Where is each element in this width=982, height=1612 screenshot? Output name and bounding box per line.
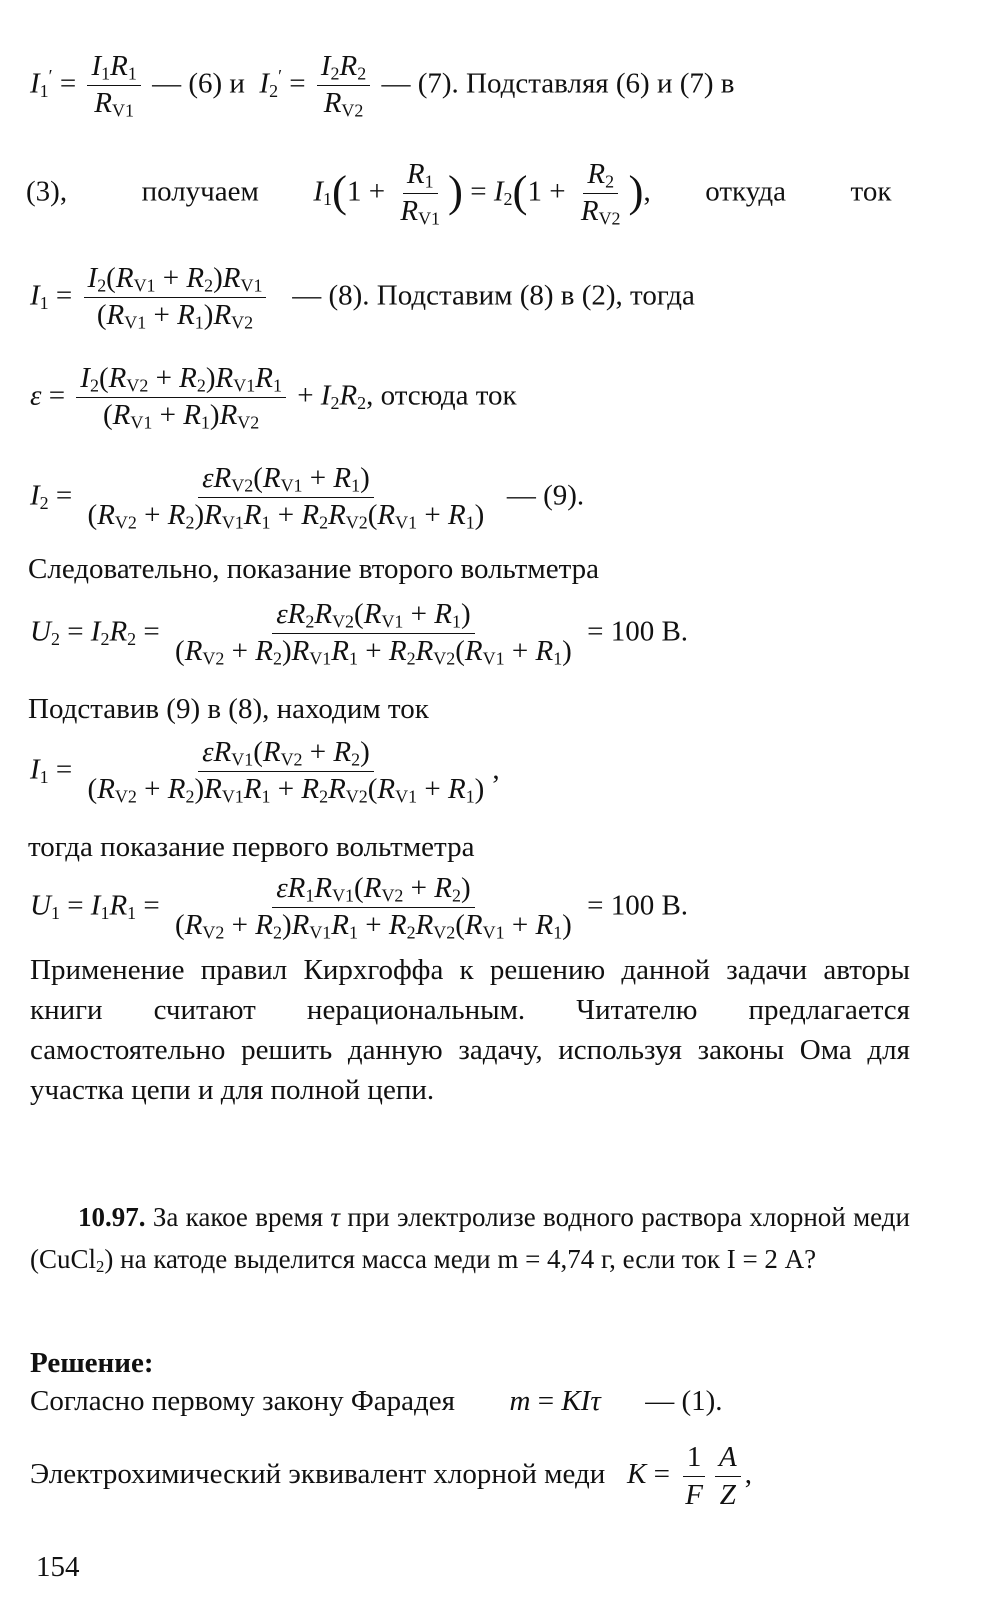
- kirchhoff-paragraph: Применение правил Кирхгоффа к решению данной задачи авторы книги считают нерациональным. Читателю предлагается самостоятельно решить данную задачу, используя законы Ома для участка цепи и для полной цепи.: [30, 954, 910, 1106]
- solution-line-2: Электрохимический эквивалент хлорной меди K = $\frac{1}{F}$ $\frac{A}{Z}$ ,: [30, 1441, 752, 1511]
- equation-line-5: $I_2$ = $\frac{\varepsilon R_{V2}(R_{V1} + R_1)}{(R_{V2} + R_2)R_{V1}R_1 + R_2R_{V2}(R_{V1} + R_1)}$ — (9).: [30, 462, 585, 533]
- problem-statement: 10.97. За какое время τ при электролизе водного раствора хлорной меди (CuCl$_2$) на катоде выделится масса меди m = 4,74 г, если ток I = 2 А?: [30, 1202, 910, 1277]
- equation-line-4: ε = $\frac{I_2(R_{V2} + R_2)R_{V1}R_1}{(R_{V1} + R_1)R_{V2}}$ + $I_2R_2$, отсюда ток: [30, 362, 517, 433]
- equation-line-2: (3), получаем $I_1(1$ + $\frac{R_1}{R_{V1}}$ ) = $I_2(1$ + $\frac{R_2}{R_{V2}}$ ), откуда ток: [26, 158, 892, 229]
- text-second-voltmeter: Следовательно, показание второго вольтметра: [28, 553, 599, 585]
- solution-line-1: Согласно первому закону Фарадея m = KIτ — (1).: [30, 1385, 723, 1417]
- text-substitute: Подставив (9) в (8), находим ток: [28, 693, 429, 725]
- equation-u2: $U_2 = I_2R_2$ = $\frac{\varepsilon R_2R_{V2}(R_{V1} + R_1)}{(R_{V2} + R_2)R_{V1}R_1 + R_2R_{V2}(R_{V1} + R_1)}$ = 100 В.: [30, 598, 689, 669]
- page-number: 154: [36, 1551, 80, 1583]
- text-first-voltmeter: тогда показание первого вольтметра: [28, 831, 475, 863]
- equation-line-1: $I_1'$ = $\frac{I_1R_1}{R_{V1}}$ — (6) и $I_2'$ = $\frac{I_2R_2}{R_{V2}}$ — (7). Подставляя (6) и (7) в: [30, 50, 735, 121]
- problem-number: 10.97.: [78, 1202, 146, 1232]
- solution-heading: Решение:: [30, 1347, 154, 1379]
- eq6-label: — (6) и: [152, 67, 245, 100]
- equation-i1: $I_1$ = $\frac{\varepsilon R_{V1}(R_{V2} + R_2)}{(R_{V2} + R_2)R_{V1}R_1 + R_2R_{V2}(R_{V1} + R_1)}$ ,: [30, 736, 500, 807]
- equation-u1: $U_1 = I_1R_1$ = $\frac{\varepsilon R_1R_{V1}(R_{V2} + R_2)}{(R_{V2} + R_2)R_{V1}R_1 + R_2R_{V2}(R_{V1} + R_1)}$ = 100 В.: [30, 872, 689, 943]
- equation-line-3: $I_1$ = $\frac{I_2(R_{V1} + R_2)R_{V1}}{(R_{V1} + R_1)R_{V2}}$ — (8). Подставим (8) в (2), тогда: [30, 262, 695, 333]
- eq7-label: — (7). Подставляя (6) и (7) в: [381, 67, 735, 100]
